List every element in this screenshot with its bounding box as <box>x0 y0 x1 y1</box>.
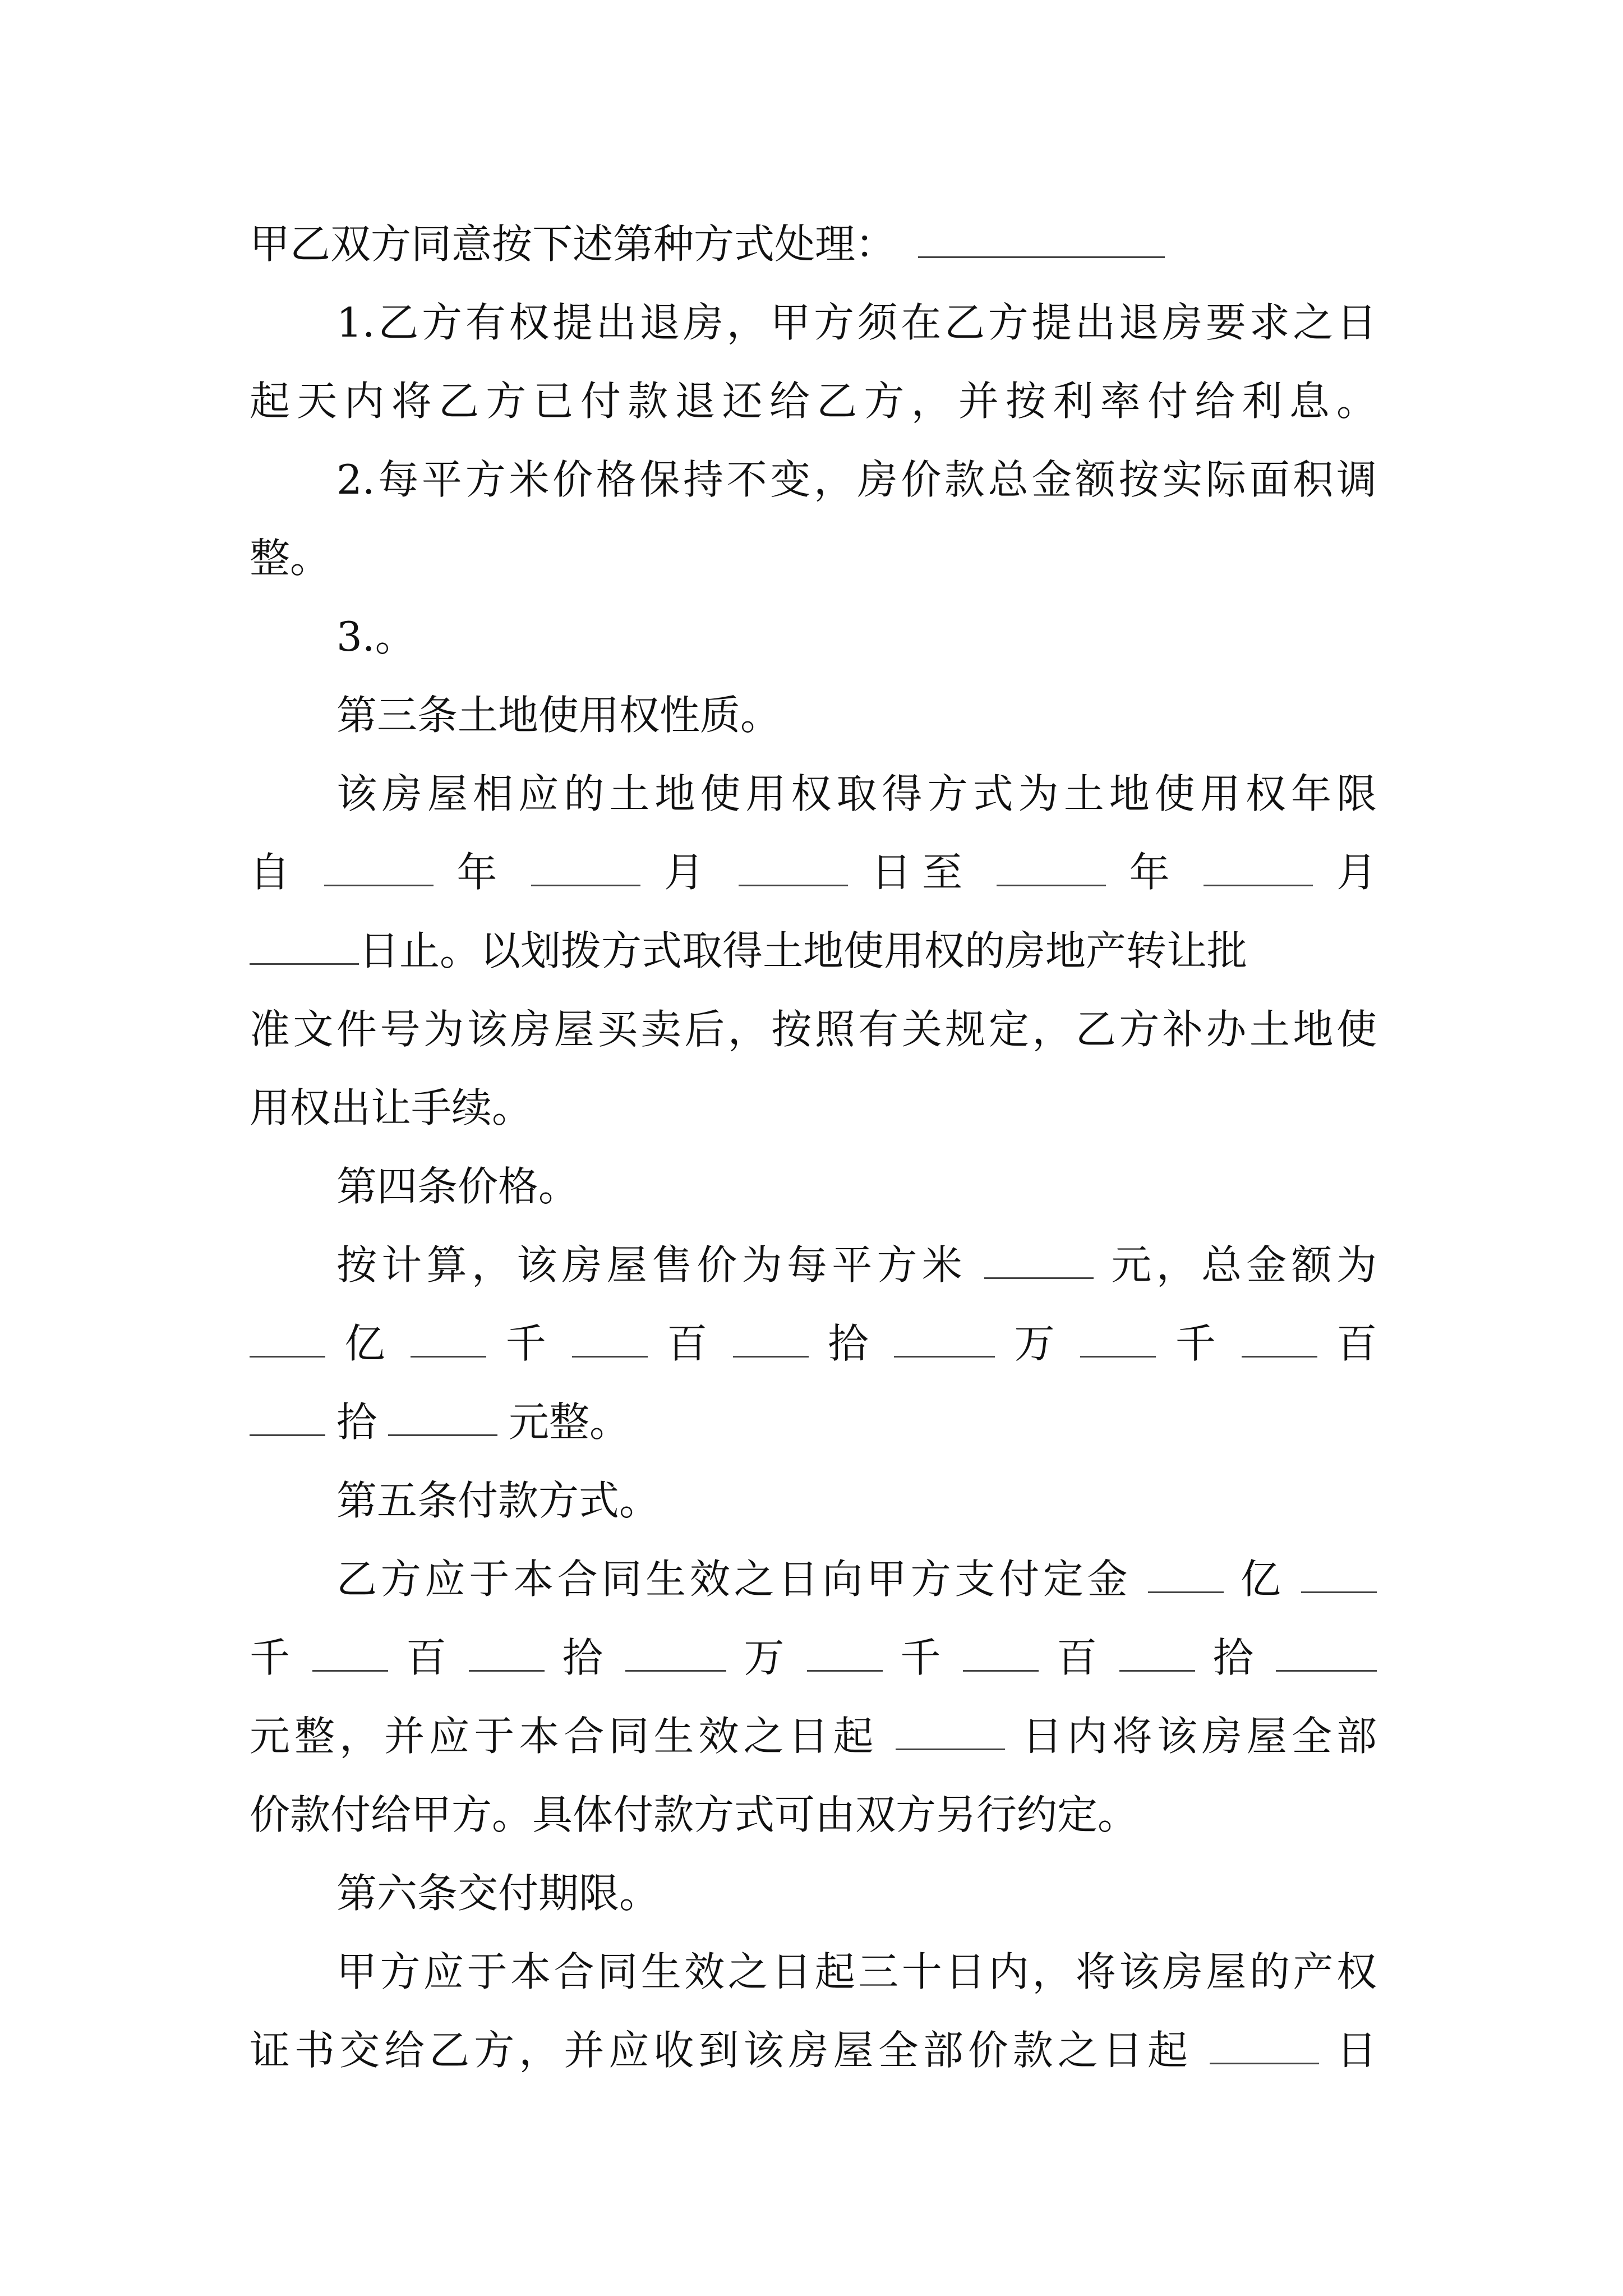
fill-blank[interactable] <box>739 849 848 886</box>
fill-blank[interactable] <box>388 1398 497 1436</box>
line-text: 百 <box>405 1634 451 1681</box>
line-text: 1.乙方有权提出退房，甲方须在乙方提出退房要求之日 <box>336 299 1377 346</box>
fill-blank[interactable] <box>918 220 1165 258</box>
fill-blank[interactable] <box>250 1398 325 1436</box>
fill-blank[interactable] <box>894 1320 995 1358</box>
line-text: 价款付给甲方。具体付款方式可由双方另行约定。 <box>250 1791 1138 1838</box>
fill-blank[interactable] <box>531 849 640 886</box>
paragraph-line <box>250 1708 1377 1764</box>
paragraph-line <box>250 844 1377 900</box>
line-text: 百 <box>1056 1634 1102 1681</box>
line-text: 甲乙双方同意按下述第种方式处理： <box>250 220 896 268</box>
fill-blank[interactable] <box>1301 1556 1377 1593</box>
paragraph-line <box>250 2022 1377 2078</box>
line-text: 日内将该房屋全部 <box>1022 1713 1377 1760</box>
fill-blank[interactable] <box>984 1241 1094 1279</box>
line-text: 第五条付款方式。 <box>336 1477 660 1524</box>
line-text: 千 <box>505 1320 553 1367</box>
fill-blank[interactable] <box>1204 849 1313 886</box>
section-heading <box>336 1865 1377 1921</box>
line-text: 拾 <box>1212 1634 1258 1681</box>
fill-blank[interactable] <box>324 849 434 886</box>
paragraph-line <box>336 1944 1377 2000</box>
fill-blank[interactable] <box>250 1320 325 1358</box>
line-text: 万 <box>1014 1320 1062 1367</box>
paragraph-line <box>250 1630 1377 1686</box>
fill-blank[interactable] <box>1080 1320 1156 1358</box>
paragraph-line <box>336 1237 1377 1293</box>
fill-blank[interactable] <box>1119 1634 1195 1672</box>
line-text: 自 <box>250 849 301 896</box>
fill-blank[interactable] <box>312 1634 388 1672</box>
line-text: 第六条交付期限。 <box>336 1870 660 1917</box>
line-text: 元整，并应于本合同生效之日起 <box>250 1713 878 1760</box>
section-heading <box>336 1473 1377 1529</box>
line-text: 千 <box>1175 1320 1223 1367</box>
line-text: 日 <box>1336 2027 1377 2074</box>
line-text: 甲方应于本合同生效之日起三十日内，将该房屋的产权 <box>336 1948 1377 1995</box>
line-text: 百 <box>666 1320 714 1367</box>
paragraph-line <box>250 1787 1377 1843</box>
paragraph-line <box>250 1394 1377 1450</box>
paragraph-line <box>336 609 1377 665</box>
line-text: 第三条土地使用权性质。 <box>336 692 781 739</box>
line-text: 元，总金额为 <box>1111 1241 1377 1289</box>
line-text: 证书交给乙方，并应收到该房屋全部价款之日起 <box>250 2027 1193 2074</box>
line-text: 万 <box>744 1634 790 1681</box>
line-text: 年 <box>1129 849 1181 896</box>
fill-blank[interactable] <box>1276 1634 1377 1672</box>
fill-blank[interactable] <box>997 849 1106 886</box>
line-text: 拾 <box>828 1320 875 1367</box>
paragraph-line <box>250 1001 1377 1057</box>
line-text: 拾 <box>336 1398 377 1446</box>
fill-blank[interactable] <box>625 1634 726 1672</box>
fill-blank[interactable] <box>572 1320 648 1358</box>
fill-blank[interactable] <box>1242 1320 1317 1358</box>
fill-blank[interactable] <box>250 927 359 965</box>
section-heading <box>336 687 1377 743</box>
line-text: 2.每平方米价格保持不变，房价款总金额按实际面积调 <box>336 456 1377 503</box>
fill-blank[interactable] <box>733 1320 809 1358</box>
line-text: 日止。以划拨方式取得土地使用权的房地产转让批 <box>359 927 1248 974</box>
paragraph-line <box>250 216 1377 272</box>
paragraph-line <box>250 1315 1377 1372</box>
line-text: 按计算，该房屋售价为每平方米 <box>336 1241 967 1289</box>
fill-blank[interactable] <box>1210 2027 1319 2064</box>
paragraph-line <box>250 1080 1377 1136</box>
fill-blank[interactable] <box>896 1713 1005 1750</box>
fill-blank[interactable] <box>469 1634 545 1672</box>
fill-blank[interactable] <box>1148 1556 1224 1593</box>
line-text: 亿 <box>344 1320 391 1367</box>
fill-blank[interactable] <box>411 1320 486 1358</box>
line-text: 第四条价格。 <box>336 1163 579 1210</box>
line-text: 亿 <box>1240 1556 1285 1603</box>
fill-blank[interactable] <box>807 1634 883 1672</box>
line-text: 月 <box>663 849 715 896</box>
line-text: 百 <box>1336 1320 1377 1367</box>
line-text: 整。 <box>250 535 331 582</box>
section-heading <box>336 1158 1377 1214</box>
line-text: 起天内将乙方已付款退还给乙方，并按利率付给利息。 <box>250 378 1377 425</box>
paragraph-line <box>250 530 1377 586</box>
line-text: 元整。 <box>509 1398 630 1446</box>
line-text: 年 <box>457 849 508 896</box>
paragraph-line <box>336 1551 1377 1607</box>
paragraph-line <box>336 295 1377 351</box>
paragraph-line <box>336 766 1377 822</box>
paragraph-line <box>250 373 1377 429</box>
line-text: 准文件号为该房屋买卖后，按照有关规定，乙方补办土地使 <box>250 1006 1377 1053</box>
line-text: 千 <box>900 1634 946 1681</box>
line-text: 千 <box>250 1634 295 1681</box>
fill-blank[interactable] <box>963 1634 1039 1672</box>
line-text: 该房屋相应的土地使用权取得方式为土地使用权年限 <box>336 770 1377 817</box>
line-text: 3.。 <box>336 613 416 660</box>
line-text: 用权出让手续。 <box>250 1084 533 1131</box>
line-text: 拾 <box>562 1634 608 1681</box>
paragraph-line <box>250 923 1377 979</box>
line-text: 乙方应于本合同生效之日向甲方支付定金 <box>336 1556 1132 1603</box>
paragraph-line <box>336 452 1377 508</box>
line-text: 日至 <box>871 849 974 896</box>
line-text: 月 <box>1336 849 1377 896</box>
